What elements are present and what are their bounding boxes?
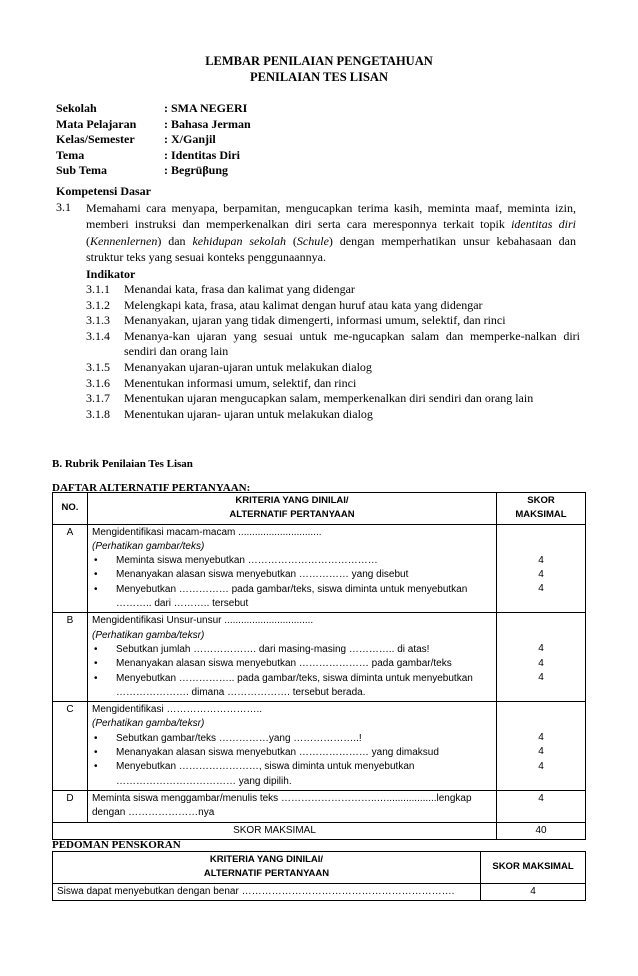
- bullet-item: • Menanyakan alasan siswa menyebutkan ………………… yang dimaksud: [94, 747, 439, 759]
- identity-info: [56, 101, 251, 179]
- row-no: D: [53, 790, 88, 822]
- total-value: 40: [497, 822, 586, 839]
- row-no: B: [53, 613, 88, 702]
- bullet-item: • Meminta siswa menyebutkan …………………………………: [94, 555, 378, 567]
- info-value: : Begrüβung: [164, 163, 228, 177]
- table-row: [53, 702, 586, 791]
- header-kriteria: KRITERIA YANG DINILAI/ ALTERNATIF PERTANYAAN: [53, 852, 481, 884]
- list-item: 3.1.1 Menandai kata, frasa dan kalimat yang didengar: [86, 282, 355, 296]
- page-title: LEMBAR PENILAIAN PENGETAHUAN: [205, 54, 433, 68]
- header-kriteria: KRITERIA YANG DINILAI/ ALTERNATIF PERTANYAAN: [88, 493, 497, 525]
- page-subtitle: PENILAIAN TES LISAN: [249, 70, 388, 84]
- list-item: 3.1.4 Menanya-kan ujaran yang sesuai untuk me-ngucapkan salam dan memperke-nalkan diri sendiri dan orang lain: [86, 328, 580, 359]
- row-skor: 4: [481, 883, 586, 900]
- header-skor: SKOR MAKSIMAL: [481, 852, 586, 884]
- bullet-item: • Sebutkan jumlah ………………. dari masing-masing ………….. di atas!: [94, 643, 430, 655]
- info-row-subtema: [56, 163, 251, 179]
- list-item: 3.1.3 Menanyakan, ujaran yang tidak dimengerti, informasi umum, selektif, dan rinci: [86, 313, 506, 328]
- info-row-mapel: [56, 117, 251, 133]
- row-skor: 4 4 4: [497, 702, 586, 791]
- indikator-list: [86, 282, 580, 422]
- list-item: 3.1.5 Menanyakan ujaran-ujaran untuk melakukan dialog: [86, 359, 372, 374]
- table-row: [53, 883, 586, 900]
- bullet-item: • Sebutkan gambar/teks ……………yang ………………..!: [94, 732, 362, 744]
- row-no: C: [53, 702, 88, 791]
- row-skor: 4 4 4: [497, 524, 586, 613]
- row-skor: 4 4 4: [497, 613, 586, 702]
- bullet-item: • Menyebutkan …………….. pada gambar/teks, siswa diminta untuk menyebutkan …………………. dimana ………………. tersebut berada.: [94, 672, 473, 698]
- rubric-table: [52, 492, 586, 840]
- info-key: Mata Pelajaran: [56, 116, 137, 131]
- bullet-item: • Menanyakan alasan siswa menyebutkan …………… yang disebut: [94, 569, 409, 581]
- table-row: [53, 524, 586, 613]
- row-kriteria: Meminta siswa menggambar/menulis teks ………………………..…..................lengkap dengan …………………nya: [88, 790, 497, 822]
- row-no: A: [53, 524, 88, 613]
- info-value: : SMA NEGERI: [164, 101, 248, 115]
- info-row-sekolah: [56, 101, 251, 117]
- table-total-row: [53, 822, 586, 839]
- section-b-heading: B. Rubrik Penilaian Tes Lisan: [52, 458, 193, 470]
- row-kriteria: Mengidentifikasi ……………………….. (Perhatikan gamba/teksr) • Sebutkan gambar/teks ……………yang ………………..! • Menanyakan alasan siswa menyebutkan ………………… yang dimaksud • Menyebutkan ……………………, siswa diminta untuk menyebutkan ……………………………… yang dipilih.: [88, 702, 497, 791]
- kompetensi-heading: Kompetensi Dasar: [56, 184, 151, 198]
- list-item: 3.1.2 Melengkapi kata, frasa, atau kalimat dengan huruf atau kata yang didengar: [86, 297, 483, 312]
- scoring-table: [52, 851, 586, 901]
- bullet-item: • Menyebutkan ……………………, siswa diminta untuk menyebutkan ……………………………… yang dipilih.: [94, 761, 415, 787]
- list-item: 3.1.6 Menentukan informasi umum, selektif, dan rinci: [86, 375, 357, 390]
- row-skor: 4: [497, 790, 586, 822]
- row-kriteria: Mengidentifikasi Unsur-unsur ................................ (Perhatikan gamba/teksr) • Sebutkan jumlah ………………. dari masing-masing ………….. di atas! • Menanyakan alasan siswa menyebutkan ………………… pada gambar/teks • Menyebutkan …………….. pada gambar/teks, siswa diminta untuk menyebutkan …………………. dimana ………………. tersebut berada.: [88, 613, 497, 702]
- bullet-item: • Menyebutkan …………… pada gambar/teks, siswa diminta untuk menyebutkan ……….. dari ……….. tersebut: [94, 583, 468, 610]
- info-key: Kelas/Semester: [56, 132, 135, 146]
- info-value: : Bahasa Jerman: [164, 116, 251, 131]
- kompetensi-number: 3.1: [56, 200, 71, 214]
- table-header-row: [53, 493, 586, 525]
- row-kriteria: Mengidentifikasi macam-macam .............................. (Perhatikan gambar/teks) • Meminta siswa menyebutkan ………………………………… • Menanyakan alasan siswa menyebutkan …………… yang disebut • Menyebutkan …………… pada gambar/teks, siswa diminta untuk menyebutkan ……….. dari ……….. tersebut: [88, 524, 497, 613]
- kompetensi-text: Memahami cara menyapa, berpamitan, mengucapkan terima kasih, meminta maaf, meminta izin, memberi instruksi dan memperkenalkan diri serta cara meresponnya terkait topik identitas diri (Kennenlernen) dan kehidupan sekolah (Schule) dengan memperhatikan unsur kebahasaan dan struktur teks yang sesuai konteks penggunaannya.: [86, 201, 577, 265]
- table-row: [53, 613, 586, 702]
- info-key: Tema: [56, 147, 85, 162]
- info-value: : Identitas Diri: [164, 147, 240, 162]
- pedoman-heading: PEDOMAN PENSKORAN: [52, 839, 181, 851]
- info-key: Sub Tema: [56, 163, 108, 177]
- daftar-heading: DAFTAR ALTERNATIF PERTANYAAN:: [52, 482, 251, 494]
- indikator-heading: Indikator: [86, 267, 136, 281]
- info-value: : X/Ganjil: [164, 132, 216, 146]
- row-kriteria: Siswa dapat menyebutkan dengan benar ……………………………………………………….: [53, 883, 481, 900]
- header-no: NO.: [53, 493, 88, 525]
- total-label: SKOR MAKSIMAL: [53, 822, 497, 839]
- list-item: 3.1.7 Menentukan ujaran mengucapkan salam, memperkenalkan diri sendiri dan orang lain: [86, 391, 534, 406]
- table-header-row: [53, 852, 586, 884]
- info-key: Sekolah: [56, 101, 97, 115]
- info-row-tema: [56, 148, 251, 164]
- header-skor: SKOR MAKSIMAL: [497, 493, 586, 525]
- info-row-kelas: [56, 132, 251, 148]
- bullet-item: • Menanyakan alasan siswa menyebutkan ………………… pada gambar/teks: [94, 658, 452, 670]
- list-item: 3.1.8 Menentukan ujaran- ujaran untuk melakukan dialog: [86, 406, 373, 421]
- table-row: [53, 790, 586, 822]
